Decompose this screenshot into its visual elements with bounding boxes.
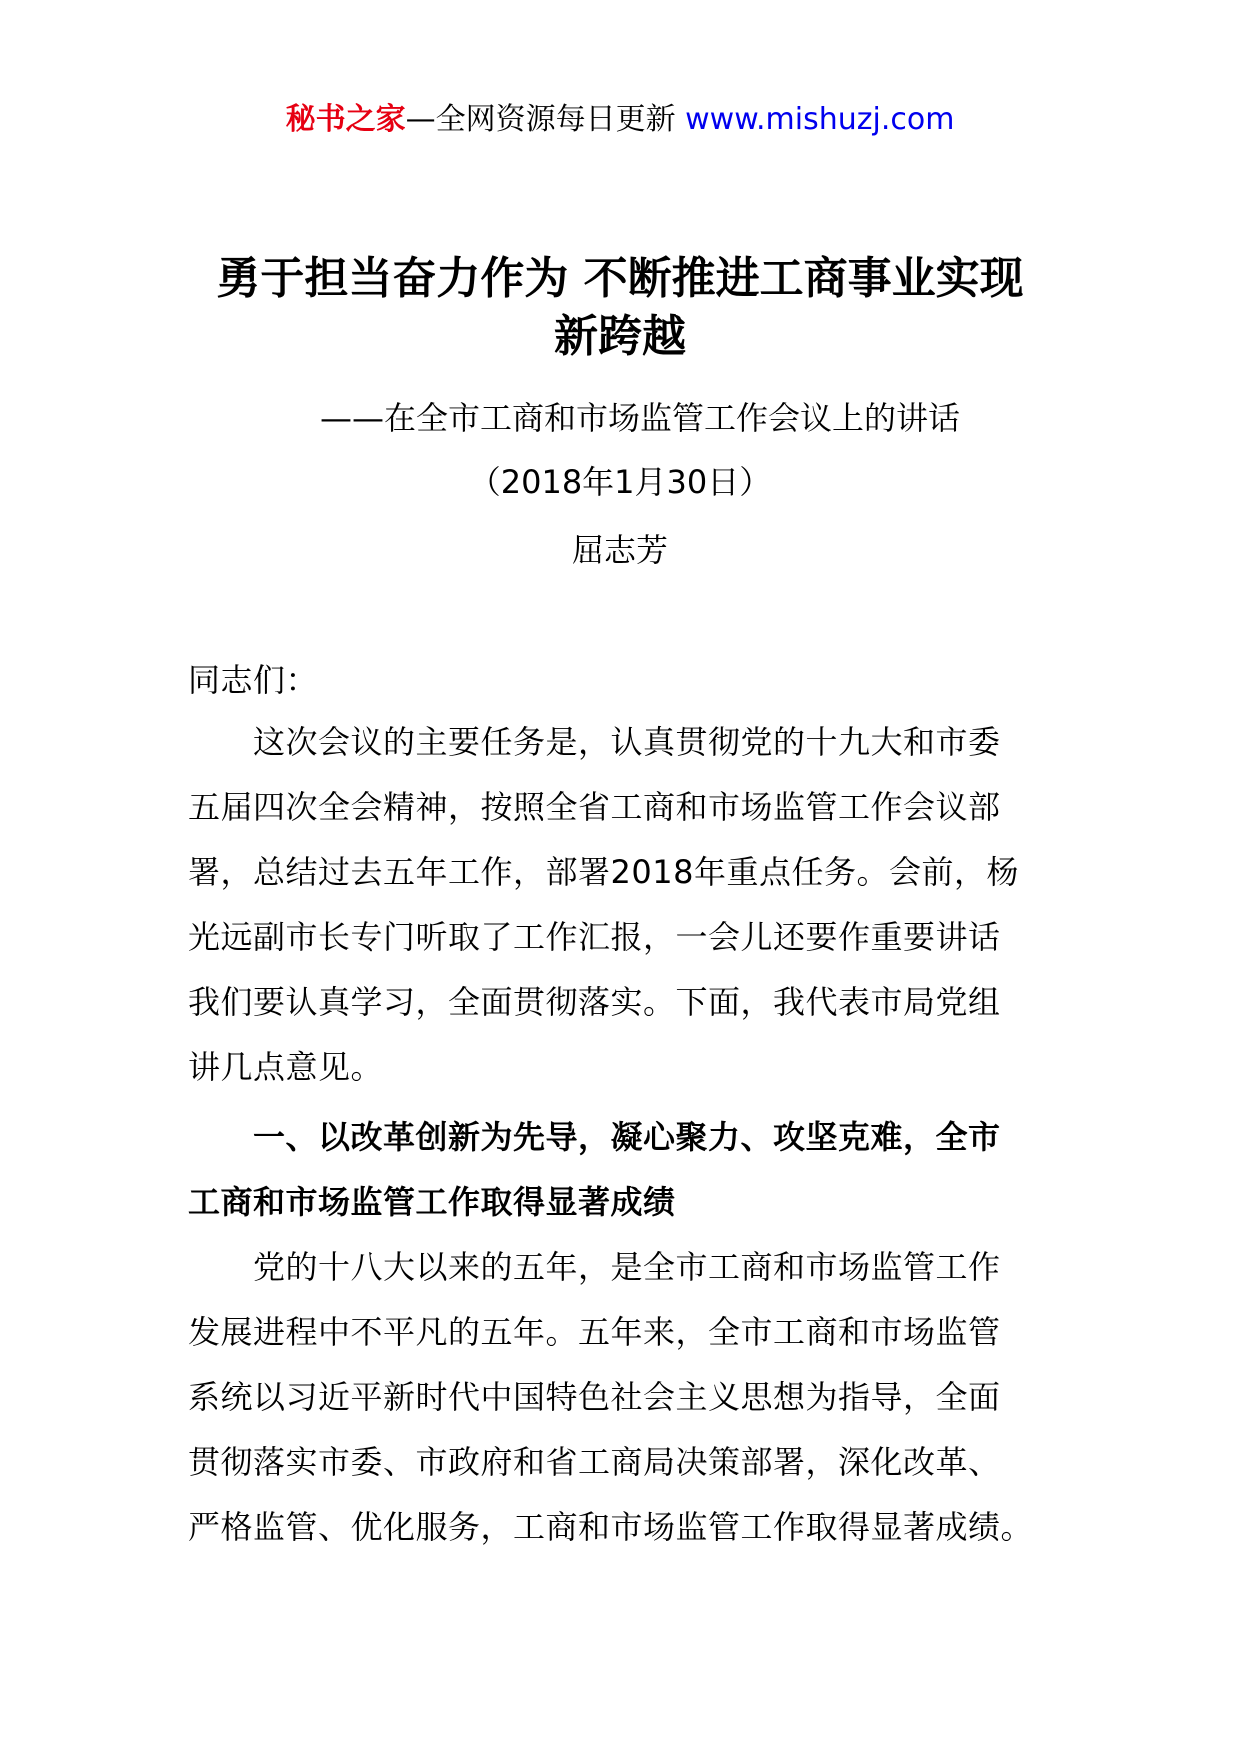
paragraph-line: 党的十八大以来的五年，是全市工商和市场监管工作 [188,1248,1001,1286]
document-subtitle: ——在全市工商和市场监管工作会议上的讲话 [320,399,961,437]
paragraph-line: 这次会议的主要任务是，认真贯彻党的十九大和市委 [188,723,1001,761]
salutation: 同志们： [188,661,319,699]
document-title [150,250,1090,366]
paragraph-line: 讲几点意见。 [188,1048,384,1086]
site-header [0,100,1240,140]
section-heading-1 [188,1105,1058,1235]
speech-author: 屈志芳 [571,531,668,569]
paragraph-1 [188,710,1058,1100]
site-brand: 秘书之家 [285,102,406,137]
title-line-2: 新跨越 [554,311,686,362]
title-line-1: 勇于担当奋力作为 不断推进工商事业实现 [216,253,1024,304]
paragraph-line: 贯彻落实市委、市政府和省工商局决策部署，深化改革、 [188,1443,1001,1481]
paragraph-line: 系统以习近平新时代中国特色社会主义思想为指导，全面 [188,1378,1001,1416]
paragraph-line: 我们要认真学习，全面贯彻落实。下面，我代表市局党组 [188,983,1001,1021]
speech-date: （2018年1月30日） [468,463,772,501]
paragraph-line: 五届四次全会精神，按照全省工商和市场监管工作会议部 [188,788,1001,826]
site-url-link[interactable]: www.mishuzj.com [685,102,955,137]
paragraph-line: 光远副市长专门听取了工作汇报，一会儿还要作重要讲话 [188,918,1001,956]
paragraph-line: 严格监管、优化服务，工商和市场监管工作取得显著成绩。 [188,1508,1034,1546]
heading-line: 工商和市场监管工作取得显著成绩 [188,1183,676,1221]
paragraph-line: 发展进程中不平凡的五年。五年来，全市工商和市场监管 [188,1313,1001,1351]
paragraph-2 [188,1235,1058,1560]
heading-line: 一、以改革创新为先导，凝心聚力、攻坚克难，全市 [188,1118,1001,1156]
paragraph-line: 署，总结过去五年工作，部署2018年重点任务。会前，杨 [188,853,1019,891]
site-tagline: —全网资源每日更新 [405,102,686,137]
